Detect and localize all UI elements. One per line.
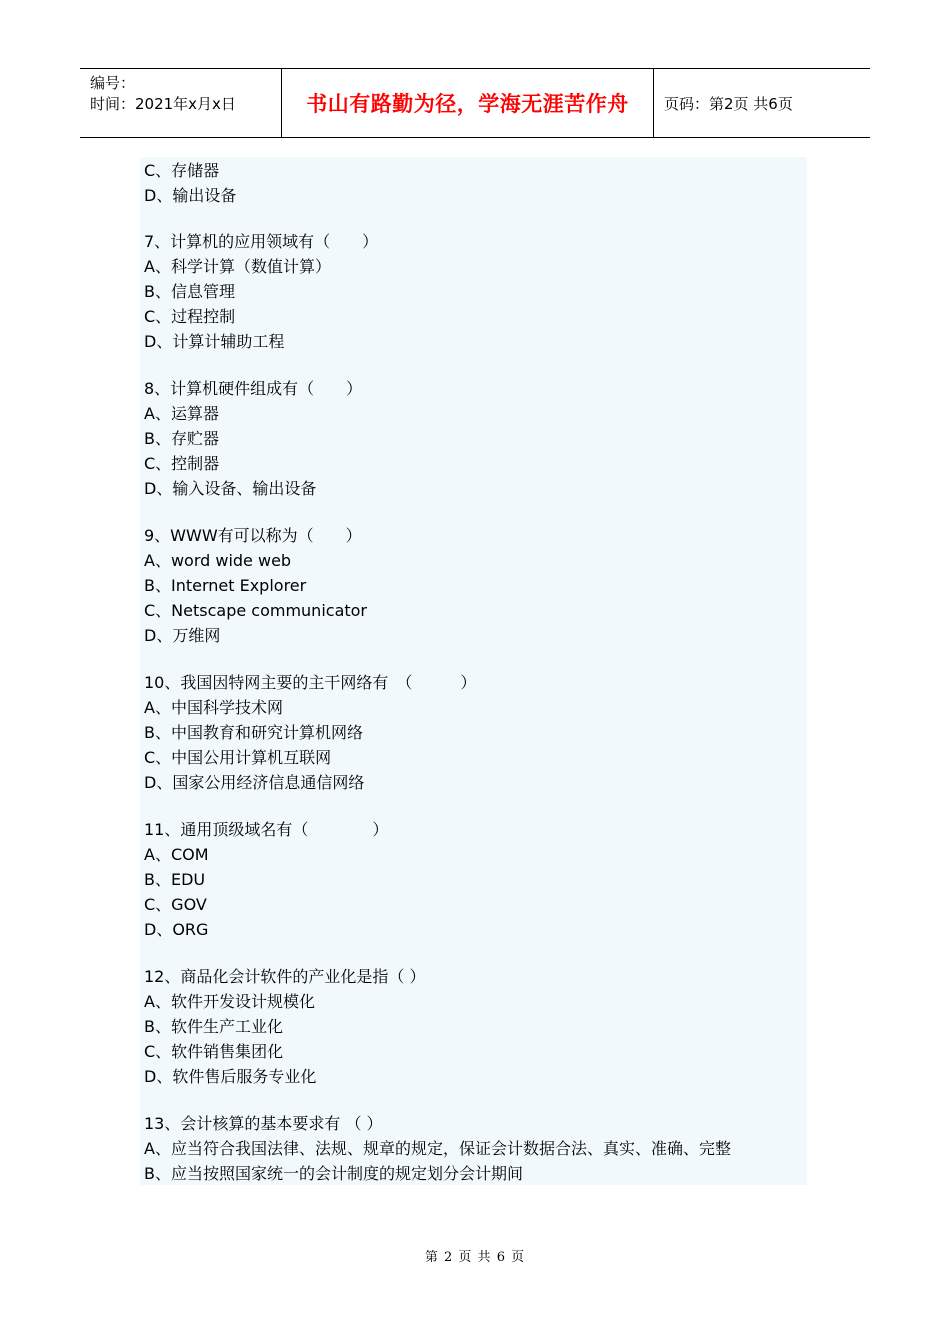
option: D、ORG <box>144 920 209 939</box>
question-stem: 7、计算机的应用领域有（ ） <box>144 232 379 251</box>
question-stem: 8、计算机硬件组成有（ ） <box>144 379 363 398</box>
header-motto <box>282 69 654 137</box>
question-7 <box>144 229 378 354</box>
option: D、万维网 <box>144 626 221 645</box>
question-stem: 12、商品化会计软件的产业化是指（ ） <box>144 967 426 986</box>
question-stem: 13、会计核算的基本要求有 （ ） <box>144 1114 383 1133</box>
option: A、中国科学技术网 <box>144 698 283 717</box>
option: C、存储器 <box>144 161 220 180</box>
page-label: 页码：第2页 共6页 <box>664 94 793 113</box>
option: C、中国公用计算机互联网 <box>144 748 332 767</box>
option: B、软件生产工业化 <box>144 1017 283 1036</box>
question-9 <box>144 523 367 648</box>
option: D、国家公用经济信息通信网络 <box>144 773 365 792</box>
question-10 <box>144 670 476 795</box>
option: D、软件售后服务专业化 <box>144 1067 317 1086</box>
option: C、控制器 <box>144 454 220 473</box>
option: A、运算器 <box>144 404 219 423</box>
intro-options <box>144 158 236 208</box>
option: D、计算计辅助工程 <box>144 332 285 351</box>
question-stem: 9、WWW有可以称为（ ） <box>144 526 362 545</box>
question-8 <box>144 376 362 501</box>
header-page <box>654 69 870 137</box>
question-stem: 11、通用顶级域名有（ ） <box>144 820 389 839</box>
question-11 <box>144 817 388 942</box>
option: B、Internet Explorer <box>144 576 307 595</box>
question-13 <box>144 1111 731 1186</box>
option: C、过程控制 <box>144 307 236 326</box>
question-content <box>140 157 807 1185</box>
option: B、EDU <box>144 870 206 889</box>
option: B、信息管理 <box>144 282 235 301</box>
page-header <box>80 68 870 138</box>
option: A、COM <box>144 845 209 864</box>
page-footer: 第 2 页 共 6 页 <box>424 1250 526 1265</box>
option: C、软件销售集团化 <box>144 1042 284 1061</box>
time-label: 时间：2021年x月x日 <box>90 95 236 113</box>
option: C、GOV <box>144 895 207 914</box>
option: C、Netscape communicator <box>144 601 368 620</box>
option: A、软件开发设计规模化 <box>144 992 315 1011</box>
question-stem: 10、我国因特网主要的主干网络有 （ ） <box>144 673 477 692</box>
option: D、输出设备 <box>144 186 237 205</box>
option: A、科学计算（数值计算） <box>144 257 331 276</box>
question-12 <box>144 964 425 1089</box>
number-label: 编号： <box>90 74 136 92</box>
option: A、word wide web <box>144 551 292 570</box>
option: D、输入设备、输出设备 <box>144 479 317 498</box>
header-meta <box>80 69 282 137</box>
option: B、应当按照国家统一的会计制度的规定划分会计期间 <box>144 1164 523 1183</box>
option: A、应当符合我国法律、法规、规章的规定，保证会计数据合法、真实、准确、完整 <box>144 1139 731 1158</box>
motto-text: 书山有路勤为径，学海无涯苦作舟 <box>306 91 629 116</box>
option: B、存贮器 <box>144 429 219 448</box>
option: B、中国教育和研究计算机网络 <box>144 723 363 742</box>
